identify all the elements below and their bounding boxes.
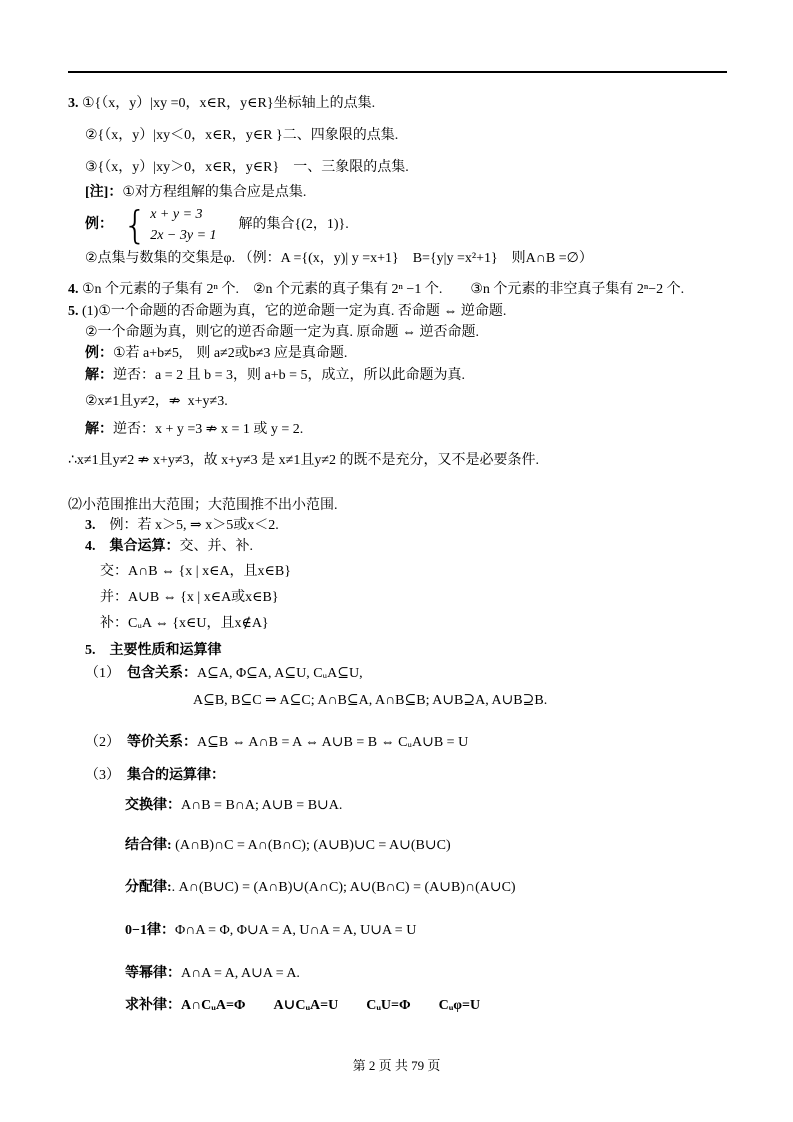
text-segment: Φ∩A = Φ, Φ∪A = A, U∩A = A, U∪A = U: [174, 923, 417, 938]
document-line: [68, 641, 727, 661]
document-line: [68, 94, 727, 114]
text-segment: A∩B = B∩A; A∪B = B∪A.: [181, 798, 343, 813]
text-segment: . A∩(B∪C) = (A∩B)∪(A∩C); A∪(B∩C) = (A∪B)∩(A∪C): [171, 880, 516, 895]
document-line: [68, 126, 727, 146]
text-segment: 等价关系：: [127, 735, 197, 750]
document-line: [68, 516, 727, 536]
document-body: [68, 94, 727, 1016]
document-line: [68, 420, 727, 440]
document-line: [68, 836, 727, 856]
text-segment: ①n 个元素的子集有 2ⁿ 个. ②n 个元素的真子集有 2ⁿ −1 个. ③n 个元素的非空真子集有 2ⁿ−2 个.: [78, 282, 685, 297]
text-segment: 逆否：a = 2 且 b = 3，则 a+b = 5，成立，所以此命题为真.: [113, 368, 466, 383]
text-segment: 例：若 x＞5, ⇒ x＞5或x＜2.: [95, 518, 279, 533]
document-line: [68, 280, 727, 300]
text-segment: A⊆B ⇔ A∩B = A ⇔ A∪B = B ⇔ CᵤA∪B = U: [197, 735, 469, 750]
text-segment: [注]：: [85, 185, 123, 200]
document-line: [68, 796, 727, 816]
text-segment: A∩A = A, A∪A = A.: [181, 966, 300, 981]
text-segment: ①若 a+b≠5, 则 a≠2或b≠3 应是真命题.: [113, 346, 348, 361]
text-segment: ①对方程组解的集合应是点集.: [122, 185, 307, 200]
text-segment: 分配律:: [125, 880, 172, 895]
text-segment: 集合的运算律：: [127, 768, 225, 783]
document-line: [68, 733, 727, 753]
document-line: [68, 302, 727, 322]
page-footer: 第 2 页 共 79 页: [352, 1058, 441, 1073]
document-line: [68, 614, 727, 634]
text-segment: （1）: [85, 666, 127, 681]
document-line: [68, 183, 727, 203]
text-segment: ②点集与数集的交集是φ. （例：A ={(x，y)| y =x+1} B={y|y =x²+1} 则A∩B =∅）: [85, 251, 593, 266]
document-line: [68, 496, 727, 516]
equation-line: x + y = 3: [150, 207, 203, 222]
text-segment: ②一个命题为真，则它的逆否命题一定为真. 原命题 ⇔ 逆否命题.: [85, 325, 480, 340]
document-line: [68, 588, 727, 608]
text-segment: ①{（x，y）|xy =0，x∈R，y∈R}坐标轴上的点集.: [78, 96, 376, 111]
text-segment: 解：: [85, 422, 113, 437]
text-segment: 例：: [85, 346, 113, 361]
text-segment: 交、并、补.: [179, 539, 253, 554]
left-brace: {: [123, 203, 148, 247]
document-line: [68, 203, 727, 247]
text-segment: 交：A∩B ⇔ {x | x∈A，且x∈B}: [100, 564, 291, 579]
text-segment: 解的集合{(2，1)}.: [238, 217, 349, 232]
text-segment: (A∩B)∩C = A∩(B∩C); (A∪B)∪C = A∪(B∪C): [171, 838, 451, 853]
document-line: [68, 996, 727, 1016]
text-segment: 等幂律：: [125, 966, 181, 981]
document-line: [68, 323, 727, 343]
example-label: 例：: [85, 217, 113, 232]
text-segment: 5.: [68, 304, 79, 319]
text-segment: 补：CᵤA ⇔ {x∈U，且x∉A}: [100, 616, 269, 631]
text-segment: A⊆B, B⊆C ⇒ A⊆C; A∩B⊆A, A∩B⊆B; A∪B⊇A, A∪B⊇B.: [193, 693, 548, 708]
text-segment: A⊆A, Φ⊆A, A⊆U, CᵤA⊆U,: [197, 666, 363, 681]
text-segment: 交换律：: [125, 798, 181, 813]
document-line: [68, 964, 727, 984]
text-segment: 解：: [85, 368, 113, 383]
text-segment: 0−1律：: [125, 923, 175, 938]
document-line: [68, 537, 727, 557]
text-segment: (1)①一个命题的否命题为真，它的逆命题一定为真. 否命题 ⇔ 逆命题.: [78, 304, 507, 319]
document-line: [68, 664, 727, 684]
text-segment: 结合律:: [125, 838, 172, 853]
text-segment: 并：A∪B ⇔ {x | x∈A或x∈B}: [100, 590, 279, 605]
document-line: [68, 766, 727, 786]
text-segment: 逆否：x + y =3 ⇏ x = 1 或 y = 2.: [113, 422, 304, 437]
text-segment: ③{（x，y）|xy＞0，x∈R，y∈R} 一、三象限的点集.: [85, 160, 409, 175]
text-segment: 4. 集合运算：: [85, 539, 180, 554]
document-line: [68, 562, 727, 582]
text-segment: ∴x≠1且y≠2 ⇏ x+y≠3，故 x+y≠3 是 x≠1且y≠2 的既不是充分，又不是必要条件.: [68, 453, 540, 468]
text-segment: 3.: [68, 96, 79, 111]
document-line: [68, 921, 727, 941]
document-line: [68, 392, 727, 412]
document-line: [68, 878, 727, 898]
text-segment: ②{（x，y）|xy＜0，x∈R，y∈R }二、四象限的点集.: [85, 128, 399, 143]
text-segment: （2）: [85, 735, 127, 750]
text-segment: 3.: [85, 518, 96, 533]
text-segment: （3）: [85, 768, 127, 783]
header-rule: [68, 71, 727, 73]
document-line: [68, 249, 727, 269]
equation-group: [150, 204, 216, 246]
text-segment: 包含关系：: [127, 666, 197, 681]
text-segment: ②x≠1且y≠2，⇏ x+y≠3.: [85, 394, 228, 409]
document-line: [68, 344, 727, 364]
text-segment: 求补律：A∩CᵤA=Φ A∪CᵤA=U CᵤU=Φ Cᵤφ=U: [125, 998, 481, 1013]
equation-line: 2x − 3y = 1: [150, 228, 217, 243]
text-segment: 4.: [68, 282, 79, 297]
document-line: [68, 451, 727, 471]
text-segment: ⑵小范围推出大范围；大范围推不出小范围.: [68, 498, 338, 513]
document-line: [68, 158, 727, 178]
document-line: [68, 366, 727, 386]
document-line: [68, 691, 727, 711]
text-segment: 5. 主要性质和运算律: [85, 643, 222, 658]
